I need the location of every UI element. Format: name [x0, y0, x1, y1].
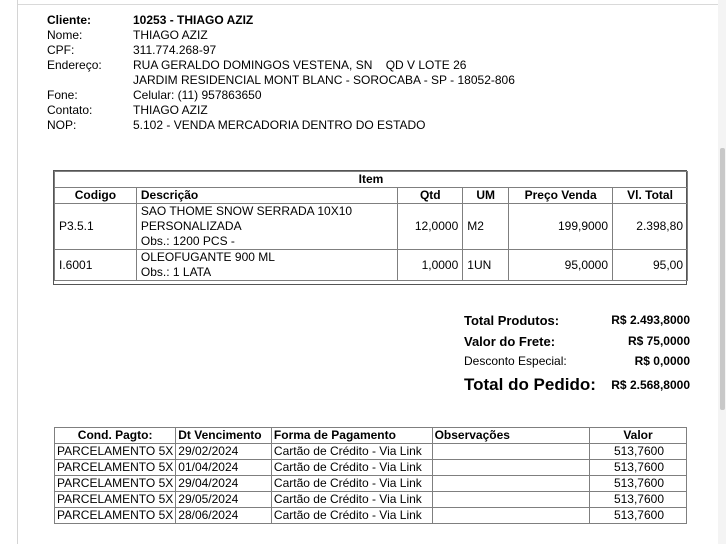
item-descricao: [136, 250, 397, 281]
items-table: [54, 171, 688, 281]
pay-obs: [432, 476, 589, 492]
document-page: [17, 0, 719, 544]
pay-valor: 513,7600: [590, 460, 687, 476]
col-descricao-header: Descrição: [136, 188, 397, 204]
col-valor-header: Valor: [590, 428, 687, 444]
total-pedido-value: R$ 2.568,8000: [611, 378, 690, 392]
pay-valor: 513,7600: [590, 492, 687, 508]
col-forma-header: Forma de Pagamento: [271, 428, 432, 444]
scrollbar-thumb[interactable]: [720, 148, 725, 410]
payment-table: [54, 427, 687, 524]
pay-venc: 29/04/2024: [176, 476, 272, 492]
pay-forma: Cartão de Crédito - Via Link: [271, 476, 432, 492]
col-preco-header: Preço Venda: [509, 188, 613, 204]
table-row: [55, 476, 687, 492]
item-desc-line: OLEOFUGANTE 900 ML: [140, 250, 275, 264]
frete-label: Valor do Frete:: [464, 334, 556, 349]
pay-obs: [432, 492, 589, 508]
nop-value: 5.102 - VENDA MERCADORIA DENTRO DO ESTADO: [133, 118, 426, 132]
col-venc-header: Dt Vencimento: [176, 428, 272, 444]
item-um: 1UN: [463, 250, 509, 281]
table-row: [55, 492, 687, 508]
table-row: [55, 444, 687, 460]
pay-valor: 513,7600: [590, 476, 687, 492]
col-cond-header: Cond. Pagto:: [55, 428, 176, 444]
item-um: M2: [463, 204, 509, 250]
endereco-label: Endereço:: [47, 58, 102, 72]
item-preco: 95,0000: [509, 250, 613, 281]
frete-value: R$ 75,0000: [627, 334, 690, 348]
pay-obs: [432, 444, 589, 460]
col-obs-header: Observações: [432, 428, 589, 444]
items-header-row: [55, 188, 688, 204]
item-total: 2.398,80: [613, 204, 688, 250]
item-obs: Obs.: 1 LATA: [140, 265, 212, 279]
pay-obs: [432, 508, 589, 524]
total-produtos-value: R$ 2.493,8000: [611, 313, 690, 327]
total-pedido-label: Total do Pedido:: [464, 375, 596, 394]
cpf-label: CPF:: [47, 43, 75, 57]
endereco-line2: JARDIM RESIDENCIAL MONT BLANC - SOROCABA - SP - 18052-806: [133, 73, 515, 87]
pay-forma: Cartão de Crédito - Via Link: [271, 460, 432, 476]
table-row: [55, 460, 687, 476]
pay-forma: Cartão de Crédito - Via Link: [271, 492, 432, 508]
pay-forma: Cartão de Crédito - Via Link: [271, 508, 432, 524]
pay-cond: PARCELAMENTO 5X: [55, 444, 176, 460]
fone-value: Celular: (11) 957863650: [133, 88, 262, 102]
item-descricao: [136, 204, 397, 250]
payment-header-row: [55, 428, 687, 444]
pay-cond: PARCELAMENTO 5X: [55, 492, 176, 508]
pay-venc: 29/02/2024: [176, 444, 272, 460]
item-total: 95,00: [613, 250, 688, 281]
item-qtd: 12,0000: [398, 204, 463, 250]
item-desc-line: PERSONALIZADA: [140, 219, 242, 233]
pay-venc: 01/04/2024: [176, 460, 272, 476]
items-title-row: [55, 172, 688, 188]
pay-obs: [432, 460, 589, 476]
item-qtd: 1,0000: [398, 250, 463, 281]
top-divider: [18, 4, 718, 5]
col-codigo-header: Codigo: [55, 188, 137, 204]
pay-cond: PARCELAMENTO 5X: [55, 508, 176, 524]
col-qtd-header: Qtd: [398, 188, 463, 204]
nop-label: NOP:: [47, 118, 77, 132]
col-total-header: Vl. Total: [613, 188, 688, 204]
cliente-label: Cliente:: [47, 13, 92, 27]
total-produtos-label: Total Produtos:: [464, 313, 560, 328]
cliente-value: 10253 - THIAGO AZIZ: [133, 13, 254, 27]
nome-label: Nome:: [47, 28, 83, 42]
table-row: [55, 508, 687, 524]
pay-valor: 513,7600: [590, 508, 687, 524]
fone-label: Fone:: [47, 88, 78, 102]
item-codigo: I.6001: [55, 250, 137, 281]
table-row: [55, 204, 688, 250]
pay-forma: Cartão de Crédito - Via Link: [271, 444, 432, 460]
nome-value: THIAGO AZIZ: [133, 28, 208, 42]
contato-label: Contato:: [47, 103, 93, 117]
item-preco: 199,9000: [509, 204, 613, 250]
pay-venc: 28/06/2024: [176, 508, 272, 524]
item-obs: Obs.: 1200 PCS -: [140, 234, 235, 248]
endereco-line1: RUA GERALDO DOMINGOS VESTENA, SN QD V LOTE 26: [133, 58, 467, 72]
contato-value: THIAGO AZIZ: [133, 103, 208, 117]
pay-cond: PARCELAMENTO 5X: [55, 460, 176, 476]
pay-valor: 513,7600: [590, 444, 687, 460]
col-um-header: UM: [463, 188, 509, 204]
pay-cond: PARCELAMENTO 5X: [55, 476, 176, 492]
desconto-value: R$ 0,0000: [634, 354, 690, 368]
cpf-value: 311.774.268-97: [133, 43, 217, 57]
desconto-label: Desconto Especial:: [464, 354, 567, 368]
table-row: [55, 250, 688, 281]
pay-venc: 29/05/2024: [176, 492, 272, 508]
item-desc-line: SAO THOME SNOW SERRADA 10X10: [140, 204, 353, 218]
items-title: Item: [55, 172, 688, 188]
item-codigo: P3.5.1: [55, 204, 137, 250]
